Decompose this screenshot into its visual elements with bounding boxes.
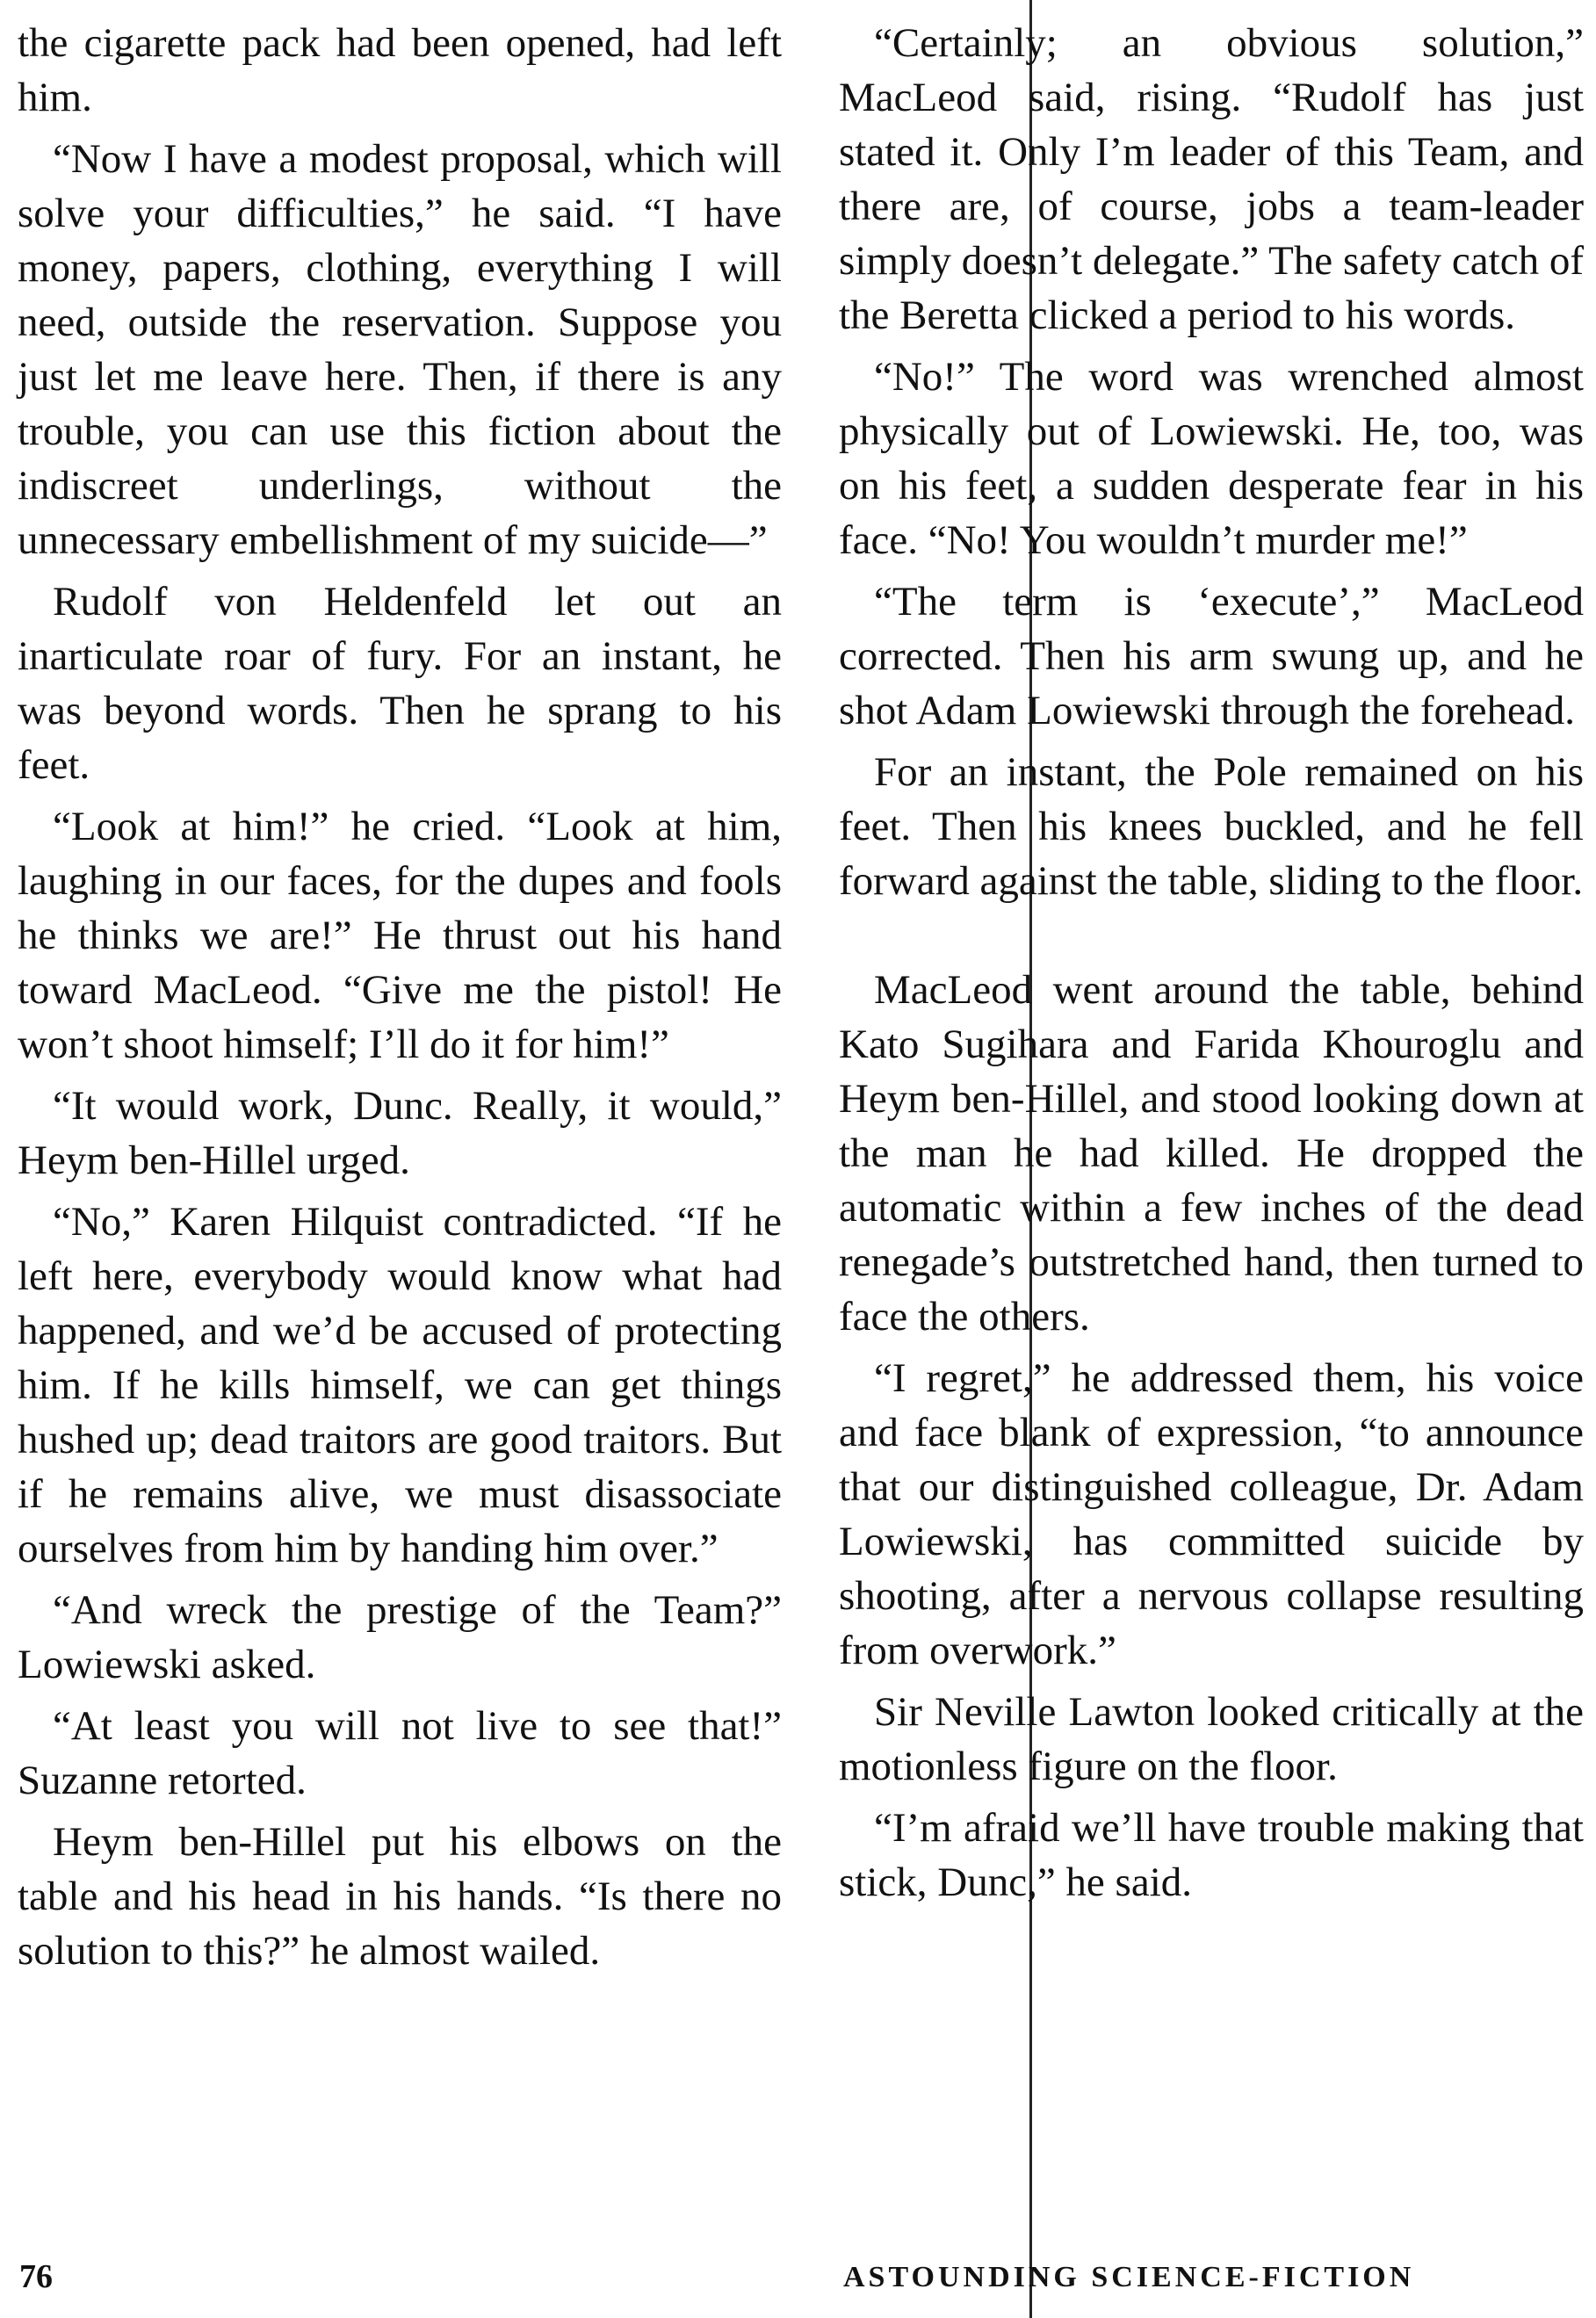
page-number: 76 — [19, 2258, 53, 2295]
paragraph: “No,” Karen Hilquist contradicted. “If he left here, everybody would know what had happened, and we’d be accused of protecting him. If he kills himself, we can get things hushed up; dead traitors are good traitors. But if he remains alive, we must disassociate ourselves from him by handing him over.” — [18, 1199, 782, 1571]
paragraph: “It would work, Dunc. Really, it would,” Heym ben-Hillel urged. — [18, 1083, 782, 1183]
paragraph: “I regret,” he addressed them, his voice and face blank of expression, “to announce that our distinguished colleague, Dr. Adam Lowiewski, has committed suicide by shooting, after a nervous collapse resulting from overwork.” — [839, 1355, 1584, 1673]
paragraph: “I’m afraid we’ll have trouble making that stick, Dunc,” he said. — [839, 1805, 1584, 1905]
paragraph: the cigarette pack had been opened, had left him. — [18, 20, 782, 120]
paragraph: “No!” The word was wrenched almost physically out of Lowiewski. He, too, was on his feet, a sudden desperate fear in his face. “No! You wouldn’t murder me!” — [839, 354, 1584, 563]
paragraph: Heym ben-Hillel put his elbows on the table and his head in his hands. “Is there no solution to this?” he almost wailed. — [18, 1819, 782, 1974]
paragraph: “At least you will not live to see that!” Suzanne retorted. — [18, 1703, 782, 1803]
paragraph: “And wreck the prestige of the Team?” Lowiewski asked. — [18, 1587, 782, 1687]
paragraph: Rudolf von Heldenfeld let out an inarticulate roar of fury. For an instant, he was beyond words. Then he sprang to his feet. — [18, 579, 782, 788]
paragraph: “Certainly; an obvious solution,” MacLeod said, rising. “Rudolf has just stated it. Only I’m leader of this Team, and there are, of course, jobs a team-leader simply doesn’t delegate.” The safety catch of the Beretta clicked a period to his words. — [839, 20, 1584, 338]
paragraph: Sir Neville Lawton looked critically at the motionless figure on the floor. — [839, 1689, 1584, 1789]
paragraph: “Now I have a modest proposal, which will solve your difficulties,” he said. “I have money, papers, clothing, everything I will need, outside the reservation. Suppose you just let me leave here. Then, if there is any trouble, you can use this fiction about the indiscreet underlings, without the unnecessary embellishment of my suicide—” — [18, 136, 782, 563]
paragraph: For an instant, the Pole remained on his feet. Then his knees buckled, and he fell forward against the table, sliding to the floor. — [839, 749, 1584, 904]
paragraph: “The term is ‘execute’,” MacLeod corrected. Then his arm swung up, and he shot Adam Lowiewski through the forehead. — [839, 579, 1584, 733]
paragraph: “Look at him!” he cried. “Look at him, laughing in our faces, for the dupes and fools he thinks we are!” He thrust out his hand toward MacLeod. “Give me the pistol! He won’t shoot himself; I’ll do it for him!” — [18, 804, 782, 1067]
magazine-title: ASTOUNDING SCIENCE-FICTION — [843, 2261, 1415, 2293]
right-column — [839, 16, 1584, 1917]
left-column — [18, 16, 782, 1985]
paragraph: MacLeod went around the table, behind Kato Sugihara and Farida Khouroglu and Heym ben-Hillel, and stood looking down at the man he had killed. He dropped the automatic within a few inches of the dead renegade’s outstretched hand, then turned to face the others. — [839, 967, 1584, 1340]
